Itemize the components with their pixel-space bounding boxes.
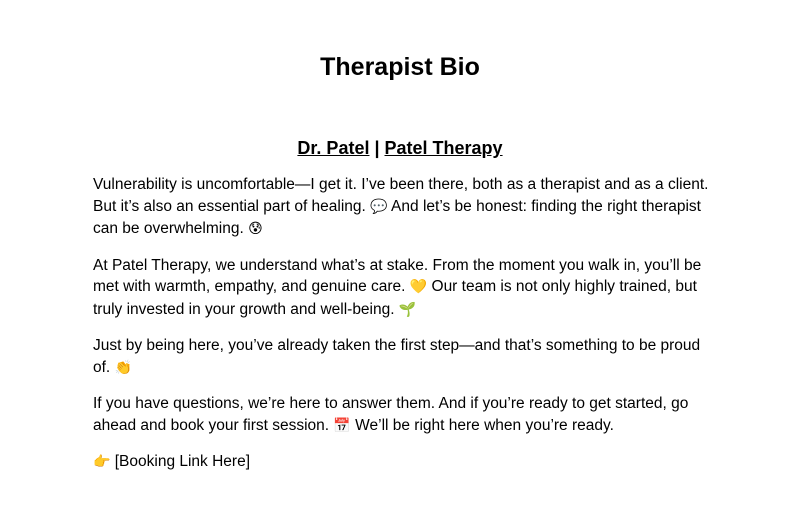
paragraph-booking [93, 393, 715, 437]
therapist-name-link[interactable]: Dr. Patel [297, 138, 370, 158]
paragraph-text: We’ll be right here when you’re ready. [350, 416, 614, 434]
paragraph-text: If you have questions, we’re here to answer them. And if you’re ready to get started, go ahead and book your first session. [93, 395, 689, 434]
clapping-hands-icon: 👏 [114, 359, 132, 376]
paragraph-text: Vulnerability is uncomfortable—I get it. I’ve been there, both as a therapist and as a client. But it’s also an essential part of healing. [93, 176, 709, 215]
practice-name-link[interactable]: Patel Therapy [384, 138, 503, 158]
bio-header [0, 135, 800, 161]
paragraph-practice [93, 255, 715, 322]
bio-content [93, 174, 715, 488]
paragraph-text: Just by being here, you’ve already taken the first step—and that’s something to be proud of. [93, 337, 701, 376]
speech-bubble-icon: 💬 [370, 198, 388, 215]
anxious-face-icon: 😰 [248, 221, 263, 237]
paragraph-text: At Patel Therapy, we understand what’s at stake. From the moment you walk in, you’ll be met with warmth, empathy, and genuine care. [93, 256, 702, 295]
seedling-icon: 🌱 [398, 301, 417, 318]
calendar-icon: 📅 [333, 417, 351, 434]
booking-link[interactable]: [Booking Link Here] [110, 453, 251, 470]
paragraph-text: Our team is not only highly trained, but truly invested in your growth and well-being. [93, 278, 697, 318]
yellow-heart-icon: 💛 [409, 279, 428, 295]
paragraph-intro [93, 174, 715, 241]
paragraph-text: And let’s be honest: finding the right therapist can be overwhelming. [93, 197, 701, 237]
paragraph-encouragement [93, 335, 715, 379]
header-separator: | [369, 138, 385, 158]
pointing-hand-icon: 👉 [93, 454, 111, 470]
page-title: Therapist Bio [320, 53, 480, 81]
booking-link-line[interactable] [93, 451, 715, 474]
